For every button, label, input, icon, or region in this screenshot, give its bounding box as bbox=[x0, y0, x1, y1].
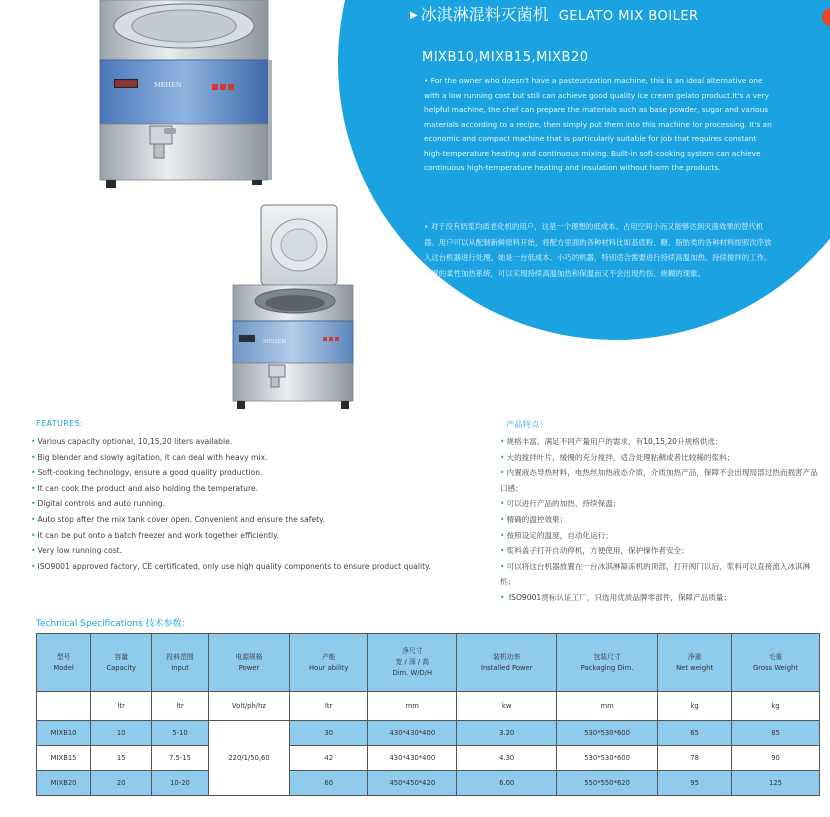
description-en-text: For the owner who doesn't have a pasteurization machine, this is an ideal alternative one with a low running cost but still can achieve good quality ice cream gelato product.It's a very helpful machine, the chef can prepare the materials such as base powder, sugar and various materials according to a recipe, then simply put them into this machine for processing. It's an economic and compact machine that is particularly suitable for job that requires constant high-temperature heating and continuous mixing. Built-in soft-cooking system can achieve continuous high-temperature heating and insulation without harm the products. bbox=[424, 76, 772, 172]
feature-item: • Digital controls and auto running. bbox=[31, 496, 491, 512]
cell-net: 95 bbox=[658, 771, 732, 796]
cell-capacity: 20 bbox=[91, 771, 152, 796]
triangle-bullet-icon: ▶ bbox=[410, 10, 418, 21]
header-en: Net weight bbox=[676, 663, 714, 672]
unit-cell: ltr bbox=[290, 692, 368, 721]
feature-item: • Various capacity optional, 10,15,20 liters available. bbox=[31, 434, 491, 450]
header-packaging bbox=[556, 634, 657, 692]
description-en: • For the owner who doesn't have a pasteurization machine, this is an ideal alternative one with a low running cost but still can achieve good quality ice cream gelato product.It's a very helpful machine, the chef can prepare the materials such as base powder, sugar and various materials according to a recipe, then simply put them into this machine for processing. It's an economic and compact machine that is particularly suitable for job that requires constant high-temperature heating and continuous mixing. Built-in soft-cooking system can achieve continuous high-temperature heating and insulation without harm the products. bbox=[424, 76, 772, 172]
header-gross-weight bbox=[732, 634, 820, 692]
cell-kw: 3.20 bbox=[457, 721, 557, 746]
header-en2: Dim. W/D/H bbox=[392, 669, 433, 677]
unit-cell: mm bbox=[368, 692, 457, 721]
feature-item: • It can cook the product and also holding the temperature. bbox=[31, 481, 491, 497]
header-model bbox=[37, 634, 91, 692]
title-cn: 冰淇淋混料灭菌机 bbox=[420, 5, 549, 24]
unit-cell: kg bbox=[732, 692, 820, 721]
feature-item-cn: • 按照设定的温度，自动化运行； bbox=[500, 528, 822, 544]
header-dim bbox=[368, 634, 457, 692]
model-list: MIXB10,MIXB15,MIXB20 bbox=[422, 50, 589, 65]
header-en: Gross Weight bbox=[753, 663, 799, 672]
feature-item: • Soft-cooking technology, ensure a good quality production. bbox=[31, 465, 491, 481]
header-en: 宽 / 深 / 高 bbox=[395, 658, 430, 666]
header-input bbox=[152, 634, 209, 692]
feature-item-cn: • 内置液态导热材料，电热丝加热液态介质，介质加热产品，保障不会出现局部过热而损害产品口感； bbox=[500, 465, 822, 496]
header-cn: 型号 bbox=[56, 652, 71, 661]
cell-model: MIXB10 bbox=[37, 721, 91, 746]
header-hour-ability bbox=[290, 634, 368, 692]
header-en: Model bbox=[53, 663, 74, 672]
features-heading-cn: 产品特点： bbox=[506, 420, 548, 429]
header-cn: 装机功率 bbox=[493, 652, 521, 661]
unit-cell: kw bbox=[457, 692, 557, 721]
cell-capacity: 10 bbox=[91, 721, 152, 746]
feature-item-cn: • 规格丰富，满足不同产量用户的需求，有10,15,20升规格供选； bbox=[500, 434, 822, 450]
cell-capacity: 15 bbox=[91, 746, 152, 771]
title-en: GELATO MIX BOILER bbox=[558, 9, 699, 24]
header-cn: 容量 bbox=[114, 652, 128, 661]
cell-gross: 90 bbox=[732, 746, 820, 771]
header-en: Packaging Dim. bbox=[580, 663, 634, 672]
page-title bbox=[410, 2, 699, 25]
machine-closed-image bbox=[88, 0, 280, 190]
feature-item-cn: • 可以进行产品的加热、持续保温； bbox=[500, 496, 822, 512]
header-cn: 净重 bbox=[687, 652, 702, 661]
cell-input: 10-20 bbox=[152, 771, 209, 796]
feature-item: • It can be put onto a batch freezer and work together efficiently. bbox=[31, 528, 491, 544]
cell-hour: 60 bbox=[290, 771, 368, 796]
header-cn: 投料范围 bbox=[166, 652, 194, 661]
cell-input: 5-10 bbox=[152, 721, 209, 746]
cell-dim: 430*430*400 bbox=[368, 721, 457, 746]
cell-hour: 42 bbox=[290, 746, 368, 771]
unit-cell: ltr bbox=[152, 692, 209, 721]
unit-cell: kg bbox=[658, 692, 732, 721]
table-row bbox=[37, 721, 820, 746]
features-heading-en: FEATURES: bbox=[36, 419, 84, 428]
header-en: Capacity bbox=[106, 663, 137, 672]
feature-item-cn: • 可以将这台机器放置在一台冰淇淋凝冻机的顶部，打开阀门以后，浆料可以直接流入冰淇淋机； bbox=[500, 559, 822, 590]
cell-kw: 6.00 bbox=[457, 771, 557, 796]
features-list-en bbox=[31, 434, 491, 574]
header-cn: 包装尺寸 bbox=[593, 652, 621, 661]
cell-model: MIXB20 bbox=[37, 771, 91, 796]
feature-item: • ISO9001 approved factory, CE certificated, only use high quality components to ensure product quality. bbox=[31, 559, 491, 575]
brand-logo-text: MEHEN bbox=[154, 81, 182, 89]
cell-power: 220/1/50,60 bbox=[208, 721, 289, 796]
unit-cell bbox=[37, 692, 91, 721]
feature-item: • Big blender and slowly agitation, it can deal with heavy mix. bbox=[31, 450, 491, 466]
header-cn: 毛重 bbox=[768, 652, 783, 661]
units-row bbox=[37, 692, 820, 721]
machine-open-image bbox=[225, 185, 360, 413]
unit-cell: mm bbox=[556, 692, 657, 721]
feature-item-cn: • 浆料盖子打开自动停机，方便使用，保护操作者安全； bbox=[500, 543, 822, 559]
cell-pack: 530*530*600 bbox=[556, 721, 657, 746]
feature-item: • Very low running cost. bbox=[31, 543, 491, 559]
spec-table-title: Technical Specifications 技术参数： bbox=[36, 619, 191, 629]
cell-gross: 85 bbox=[732, 721, 820, 746]
cell-gross: 125 bbox=[732, 771, 820, 796]
spec-table bbox=[36, 633, 820, 796]
header-en: Hour ability bbox=[309, 663, 349, 672]
header-cn: 净尺寸 bbox=[402, 647, 423, 655]
header-en: Power bbox=[238, 663, 260, 672]
cell-net: 78 bbox=[658, 746, 732, 771]
cell-net: 65 bbox=[658, 721, 732, 746]
cell-dim: 450*450*420 bbox=[368, 771, 457, 796]
cell-pack: 530*530*600 bbox=[556, 746, 657, 771]
cell-dim: 430*430*400 bbox=[368, 746, 457, 771]
header-en: Input bbox=[171, 663, 189, 672]
spec-header-row bbox=[37, 634, 820, 692]
table-row bbox=[37, 771, 820, 796]
header-cn: 电源规格 bbox=[235, 652, 263, 661]
description-cn-text: 对于没有奶浆均质老化机的用户，这是一个理想的低成本、占用空间小而又能够达到灭菌效果的替代机器。用户可以从配制新鲜原料开始，将配方里面的各种材料比如基底粉、糖、脂肪类的各种材料按照次序放入这台机器进行处理。她是一台低成本、小巧的机器，特别适合需要进行持续高温加热、持续搅拌的工作。内置的柔性加热系统，可以实现持续高温加热和保温而又不会出现灼伤、烧糊的现象。 bbox=[424, 222, 772, 278]
header-net-weight bbox=[658, 634, 732, 692]
unit-cell: Volt/ph/hz bbox=[208, 692, 289, 721]
header-capacity bbox=[91, 634, 152, 692]
header-installed-power bbox=[457, 634, 557, 692]
unit-cell: ltr bbox=[91, 692, 152, 721]
table-row bbox=[37, 746, 820, 771]
feature-item-cn: • ISO9001贯标认证工厂，只选用优质品牌零部件，保障产品质量； bbox=[500, 590, 822, 606]
header-cn: 产能 bbox=[321, 652, 336, 661]
brand-logo-text-2: MEHEN bbox=[263, 339, 287, 345]
feature-item-cn: • 精确的温控效果； bbox=[500, 512, 822, 528]
cell-pack: 550*550*620 bbox=[556, 771, 657, 796]
header-en: Installed Power bbox=[480, 663, 533, 672]
cell-input: 7.5-15 bbox=[152, 746, 209, 771]
header-power bbox=[208, 634, 289, 692]
feature-item-cn: • 大的搅拌叶片，缓慢的充分搅拌，适合处理粘稠或者比较稀的浆料； bbox=[500, 450, 822, 466]
cell-kw: 4.30 bbox=[457, 746, 557, 771]
feature-item: • Auto stop after the mix tank cover open. Convenient and ensure the safety. bbox=[31, 512, 491, 528]
cell-hour: 30 bbox=[290, 721, 368, 746]
features-list-cn bbox=[500, 434, 822, 606]
cell-model: MIXB15 bbox=[37, 746, 91, 771]
description-cn: • 对于没有奶浆均质老化机的用户，这是一个理想的低成本、占用空间小而又能够达到灭菌效果的替代机器。用户可以从配制新鲜原料开始，将配方里面的各种材料比如基底粉、糖、脂肪类的各种材料按照次序放入这台机器进行处理。她是一台低成本、小巧的机器，特别适合需要进行持续高温加热、持续搅拌的工作。内置的柔性加热系统，可以实现持续高温加热和保温而又不会出现灼伤、烧糊的现象。 bbox=[424, 222, 772, 278]
